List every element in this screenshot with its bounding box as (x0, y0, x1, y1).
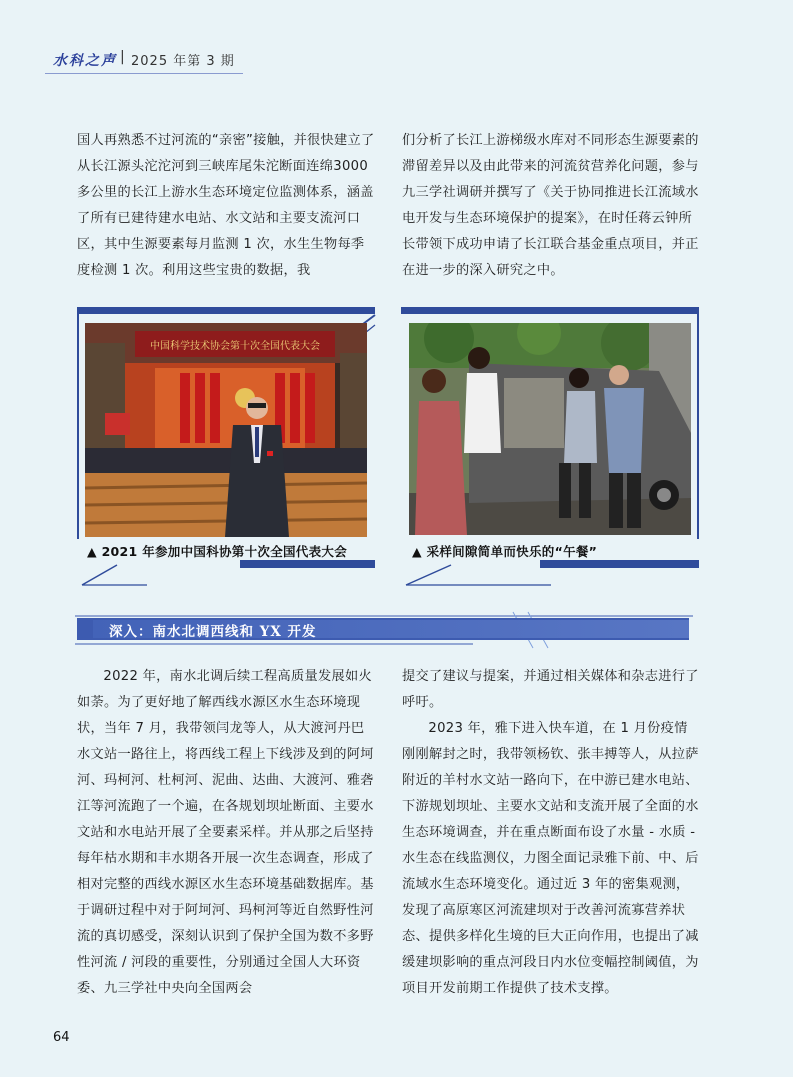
bottom-right-column (402, 664, 700, 1002)
photo-sampling-lunch (409, 323, 691, 535)
photo-congress-hall (85, 323, 367, 537)
top-right-column (402, 128, 700, 284)
top-left-column (77, 128, 375, 284)
paragraph: 提交了建议与提案，并通过相关媒体和杂志进行了呼吁。 (402, 669, 699, 710)
section-heading (77, 618, 693, 642)
frame-bottom-decoration (77, 560, 157, 588)
frame-bottom-decoration (401, 560, 561, 588)
photo-caption-right: ▲ 采样间隙简单而快乐的“午餐” (412, 544, 598, 559)
frame-bottom-bar (540, 560, 699, 568)
frame-right-line (697, 307, 699, 539)
paragraph: 们分析了长江上游梯级水库对不同形态生源要素的滞留差异以及由此带来的河流贫营养化问题，参与九三学社调研并撰写了《关于协同推进长江流域水电开发与生态环境保护的提案》，在时任蒋云钟所长带领下成功申请了长江联合基金重点项目，并正在进一步的深入研究之中。 (402, 133, 699, 278)
issue-label: 2025 年第 3 期 (131, 54, 235, 69)
paragraph: 国人再熟悉不过河流的“亲密”接触，并很快建立了从长江源头沱沱河到三峡库尾朱沱断面连绵3000 多公里的长江上游水生态环境定位监测体系，涵盖了所有已建待建水电站、水文站和主要支流河口区，其中生源要素每月监测 1 次，水生生物每季度检测 1 次。利用这些宝贵的数据，我 (77, 133, 375, 278)
paragraph: 2022 年，南水北调后续工程高质量发展如火如荼。为了更好地了解西线水源区水生态环境现状，当年 7 月，我带领闫龙等人，从大渡河丹巴水文站一路往上，将西线工程上下线涉及到的阿坷河、玛柯河、杜柯河、泥曲、达曲、大渡河、雅砻江等河流跑了一个遍，在各规划坝址断面、主要水文站和水电站开展了全要素采样。并从那之后坚持每年枯水期和丰水期各开展一次生态调查，形成了相对完整的西线水源区水生态环境基础数据库。基于调研过程中对于阿坷河、玛柯河等近自然野性河流的真切感受，深刻认识到了保护全国为数不多野性河流 / 河段的重要性，分别通过全国人大环资委、九三学社中央向全国两会 (77, 669, 374, 996)
bottom-left-column (77, 664, 375, 1002)
photo-caption-left: ▲ 2021 年参加中国科协第十次全国代表大会 (87, 544, 348, 559)
frame-top-bar (401, 307, 699, 314)
frame-left-line (77, 307, 79, 539)
magazine-column-name: 水科之声 (53, 53, 117, 69)
paragraph: 2023 年，雅下进入快车道，在 1 月份疫情刚刚解封之时，我带领杨钦、张丰搏等人，从拉萨附近的羊村水文站一路向下，在中游已建水电站、下游规划坝址、主要水文站和支流开展了全面的水生态环境调查，并在重点断面布设了水量 - 水质 - 水生态在线监测仪，力图全面记录雅下前、中、后流域水生态环境变化。通过近 3 年的密集观测，发现了高原寒区河流建坝对于改善河流寡营养状态、提供多样化生境的巨大正向作用，也提出了减缓建坝影响的重点河段日内水位变幅控制阈值，为项目开发前期工作提供了技术支撑。 (402, 721, 699, 996)
banner-text: 中国科学技术协会第十次全国代表大会 (150, 341, 320, 352)
running-header (45, 45, 243, 74)
frame-bottom-bar (240, 560, 375, 568)
page-number: 64 (53, 1030, 70, 1045)
section-title: 深入：南水北调西线和 YX 开发 (109, 624, 317, 640)
header-separator: | (120, 49, 125, 65)
